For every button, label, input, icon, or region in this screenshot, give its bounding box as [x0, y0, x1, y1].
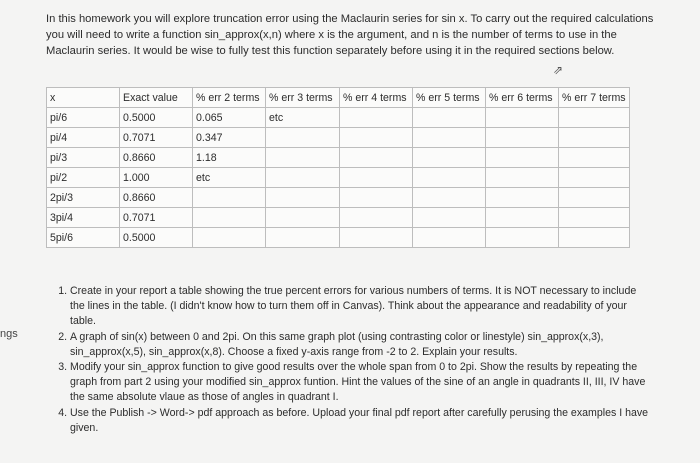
table-cell	[559, 208, 630, 228]
header-err-6-terms: % err 6 terms	[486, 88, 559, 108]
header-err-4-terms: % err 4 terms	[340, 88, 413, 108]
table-cell: 0.065	[193, 108, 266, 128]
header-err-2-terms: % err 2 terms	[193, 88, 266, 108]
table-cell: 5pi/6	[47, 228, 120, 248]
table-cell	[266, 228, 340, 248]
table-cell	[486, 228, 559, 248]
table-cell: 0.8660	[120, 148, 193, 168]
table-row	[47, 128, 630, 148]
table-cell	[340, 208, 413, 228]
table-cell	[340, 188, 413, 208]
table-cell	[340, 168, 413, 188]
table-cell	[193, 208, 266, 228]
table-cell	[340, 128, 413, 148]
table-cell: 0.7071	[120, 128, 193, 148]
task-item-3: 3. Modify your sin_approx function to give good results over the whole span from 0 to 2pi. Show the results by repeating the graph from part 2 using your modified sin_approx funtion. Hint the values of the sine of an angle in quadrants II, III, IV have the same absolute vlaue as those of angles in quadrant I.	[70, 360, 650, 406]
sidebar-fragment-label: ngs	[0, 328, 18, 340]
header-exact-value: Exact value	[120, 88, 193, 108]
table-cell	[486, 208, 559, 228]
table-row	[47, 228, 630, 248]
table-cell	[486, 168, 559, 188]
table-cell	[266, 168, 340, 188]
table-cell	[413, 228, 486, 248]
table-row	[47, 168, 630, 188]
table-cell	[413, 128, 486, 148]
table-cell	[193, 228, 266, 248]
table-cell: pi/3	[47, 148, 120, 168]
table-row	[47, 108, 630, 128]
table-cell	[486, 148, 559, 168]
table-cell	[413, 148, 486, 168]
mouse-cursor-icon: ⇗	[553, 63, 564, 77]
table-cell: 3pi/4	[47, 208, 120, 228]
table-cell	[559, 168, 630, 188]
table-cell	[413, 188, 486, 208]
header-err-7-terms: % err 7 terms	[559, 88, 630, 108]
header-x: x	[47, 88, 120, 108]
table-cell: 1.18	[193, 148, 266, 168]
error-table	[46, 87, 630, 248]
table-cell: 0.8660	[120, 188, 193, 208]
table-cell	[559, 128, 630, 148]
table-cell	[266, 148, 340, 168]
table-cell	[486, 128, 559, 148]
table-cell: 0.5000	[120, 228, 193, 248]
task-item-1: 1. Create in your report a table showing the true percent errors for various numbers of terms. It is NOT necessary to include the lines in the table. (I didn't know how to turn them off in Canvas). Think about the appearance and readability of your table.	[70, 284, 650, 330]
table-cell: 0.5000	[120, 108, 193, 128]
table-cell	[340, 148, 413, 168]
table-cell: 0.7071	[120, 208, 193, 228]
table-cell: 0.347	[193, 128, 266, 148]
table-cell: etc	[266, 108, 340, 128]
task-item-2: 2. A graph of sin(x) between 0 and 2pi. On this same graph plot (using contrasting color or linestyle) sin_approx(x,3), sin_approx(x,5), sin_approx(x,8). Choose a fixed y-axis range from -2 to 2. Explain your results.	[70, 330, 650, 360]
header-err-3-terms: % err 3 terms	[266, 88, 340, 108]
task-list	[50, 284, 650, 436]
table-cell	[486, 108, 559, 128]
table-cell	[193, 188, 266, 208]
table-cell	[266, 128, 340, 148]
table-row	[47, 148, 630, 168]
table-cell	[413, 168, 486, 188]
table-cell: pi/4	[47, 128, 120, 148]
table-cell	[413, 108, 486, 128]
table-cell	[340, 108, 413, 128]
table-row	[47, 208, 630, 228]
table-cell: etc	[193, 168, 266, 188]
table-cell	[266, 208, 340, 228]
table-row	[47, 188, 630, 208]
intro-paragraph: In this homework you will explore truncation error using the Maclaurin series for sin x. To carry out the required calculations you will need to write a function sin_approx(x,n) where x is the argument, and n is the number of terms to use in the Maclaurin series. It would be wise to fully test this function separately before using it in the required sections below.	[46, 13, 654, 57]
table-cell	[266, 188, 340, 208]
table-cell: pi/6	[47, 108, 120, 128]
table-header-row	[47, 88, 630, 108]
table-cell	[559, 108, 630, 128]
header-err-5-terms: % err 5 terms	[413, 88, 486, 108]
table-cell: 1.000	[120, 168, 193, 188]
table-cell	[559, 228, 630, 248]
table-cell: pi/2	[47, 168, 120, 188]
table-cell	[413, 208, 486, 228]
table-cell	[486, 188, 559, 208]
table-cell	[340, 228, 413, 248]
task-item-4: 4. Use the Publish -> Word-> pdf approach as before. Upload your final pdf report after carefully perusing the examples I have given.	[70, 406, 650, 436]
table-cell	[559, 148, 630, 168]
table-cell: 2pi/3	[47, 188, 120, 208]
table-cell	[559, 188, 630, 208]
